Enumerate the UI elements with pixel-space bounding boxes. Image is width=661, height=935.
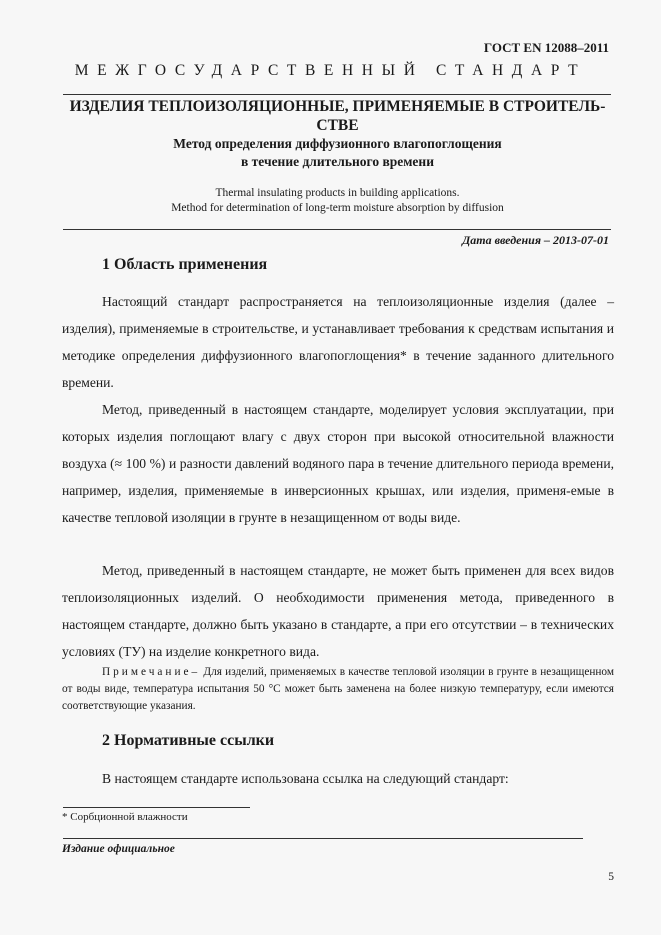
title-divider	[63, 229, 611, 230]
document-title: ИЗДЕЛИЯ ТЕПЛОИЗОЛЯЦИОННЫЕ, ПРИМЕНЯЕМЫЕ В СТРОИТЕЛЬ-СТВЕ	[69, 98, 606, 134]
section-1-paragraph-1: Настоящий стандарт распространяется на теплоизоляционные изделия (далее – изделия), применяемые в строительстве, и устанавливает требования к средствам испытания и методике определения диффузионного влагопоглощения* в течение заданного длительного времени.	[62, 294, 614, 390]
gost-code: ГОСТ EN 12088–2011	[483, 40, 609, 55]
edition-label: Издание официальное	[62, 843, 175, 855]
english-title-line-1: Thermal insulating products in building applications.	[215, 187, 460, 199]
section-1-heading: 1 Область применения	[102, 256, 268, 273]
footnote-divider	[63, 807, 250, 808]
section-2-heading: 2 Нормативные ссылки	[102, 732, 275, 749]
method-title	[60, 135, 615, 171]
english-title-line-2: Method for determination of long-term moisture absorption by diffusion	[171, 202, 504, 214]
note-text: Для изделий, применяемых в качестве тепловой изоляции в грунте в незащищенном от воды виде, температура испытания 50 °C может быть заменена на более низкую температуру, если имеются соответствующие указания.	[62, 666, 615, 712]
header-divider	[63, 94, 611, 95]
page-number: 5	[608, 871, 614, 883]
intro-date: Дата введения – 2013-07-01	[462, 233, 609, 247]
method-title-line-1: Метод определения диффузионного влагопоглощения	[173, 136, 502, 151]
section-1-paragraph-2: Метод, приведенный в настоящем стандарте, моделирует условия эксплуатации, при которых изделия поглощают влагу с двух сторон при высокой относительной влажности воздуха (≈ 100 %) и разности давлений водяного пара в течение длительного периода времени, например, изделия, применяемые в инверсионных крышах, или изделия, применя-емые в качестве тепловой изоляции в грунте в незащищенном от воды виде.	[62, 402, 614, 525]
interstate-standard-heading: МЕЖГОСУДАРСТВЕННЫЙ СТАНДАРТ	[74, 62, 587, 79]
section-2-paragraph-1: В настоящем стандарте использована ссылка на следующий стандарт:	[102, 771, 509, 786]
note-label: Примечание–	[102, 666, 201, 678]
method-title-line-2: в течение длительного времени	[241, 154, 434, 169]
english-title	[60, 186, 615, 216]
section-1-note	[62, 664, 614, 715]
section-1-paragraph-3: Метод, приведенный в настоящем стандарте, не может быть применен для всех видов теплоизоляционных изделий. О необходимости применения метода, приведенного в настоящем стандарте, должно быть указано в стандарте, а при его отсутствии – в технических условиях (ТУ) на изделие конкретного вида.	[62, 563, 614, 659]
footnote: * Сорбционной влажности	[62, 811, 188, 823]
edition-divider	[63, 838, 583, 839]
